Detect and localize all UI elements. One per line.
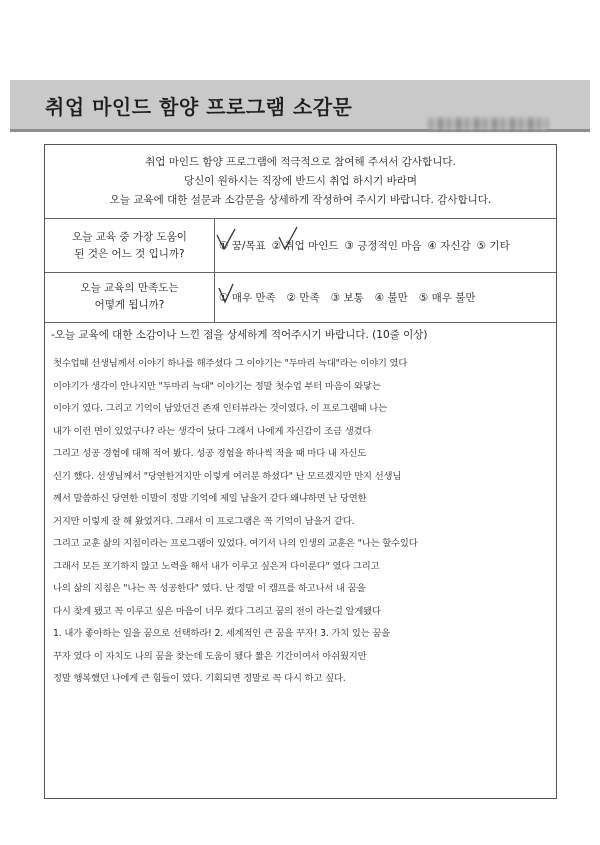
q2-option-3[interactable]: ③ 보통 <box>330 291 364 304</box>
essay-line: 께서 말씀하신 당연한 이말이 정말 기억에 제일 남을거 같다 왜냐하면 난 당연한 <box>53 493 367 504</box>
q2-option-2[interactable]: ② 만족 <box>286 291 320 304</box>
question-1-row <box>45 219 556 273</box>
q2-option-1[interactable]: ① 매우 만족 <box>219 291 276 304</box>
q2-option-5[interactable]: ⑤ 매우 불만 <box>418 291 476 304</box>
intro-line-2: 당신이 원하시는 직장에 반드시 취업 하시기 바라며 <box>183 175 418 187</box>
q1-option-1[interactable]: ① 꿈/목표 <box>219 240 266 252</box>
essay-line: 이야기가 생각이 안나지만 "두마리 늑대" 이야기는 정말 첫수업 부터 마음이 와닿는 <box>53 380 381 392</box>
question-2-options <box>219 272 552 322</box>
q1-option-3[interactable]: ③ 긍정적인 마음 <box>344 240 422 252</box>
essay-line: 첫수업때 선생님께서 이야기 하나를 해주셨다 그 이야기는 "두마리 늑대"라는 이야기 였다 <box>53 358 408 369</box>
q1-option-2[interactable]: ② 취업 마인드 <box>271 240 339 252</box>
question-2-label: 오늘 교육의 만족도는 어떻게 됩니까? <box>45 272 215 322</box>
q2-check-mark-icon <box>217 282 235 306</box>
essay-line: 정말 행복했던 나에게 큰 힘들이 였다. 기회되면 정말로 꼭 다시 하고 싶다. <box>53 673 346 684</box>
essay-line: 1. 내가 좋아하는 일을 꿈으로 선택하라! 2. 세계적인 큰 꿈을 꾸자! 3. 가치 있는 꿈을 <box>53 628 391 639</box>
q2-option-4[interactable]: ④ 불만 <box>374 291 408 304</box>
essay-line: 신기 했다. 선생님께서 "당연한거지만 이렇게 여러분 하셨다" 난 모르겠지만 만지 선생님 <box>53 470 402 482</box>
essay-prompt: -오늘 교육에 대한 소감이나 느낀 점을 상세하게 적어주시기 바랍니다. (10줄 이상) <box>51 329 428 341</box>
intro-line-3: 오늘 교육에 대한 설문과 소감문을 상세하게 작성하여 주시기 바랍니다. 감사합니다. <box>109 194 492 206</box>
question-2-row <box>45 272 556 323</box>
q1-option-4[interactable]: ④ 자신감 <box>427 240 471 252</box>
essay-line: 이야기 였다. 그리고 기억이 남았던건 존재 인터뷰라는 것이였다. 이 프로그램때 나는 <box>53 403 387 414</box>
document-header <box>10 80 590 132</box>
essay-line: 그리고 성공 경험에 대해 적어 봤다. 성공 경험을 하나씩 적을 때 마다 내 자신도 <box>53 448 367 459</box>
intro-line-1: 취업 마인드 함양 프로그램에 적극적으로 참여해 주셔서 감사합니다. <box>145 156 456 168</box>
essay-line: 거지만 이렇게 잘 해 왔었거다. 그래서 이 프로그램은 꼭 기억이 남을거 같다. <box>53 515 355 527</box>
intro-text <box>45 145 556 219</box>
essay-line: 나의 삶의 지침은 "나는 꼭 성공한다" 였다. 난 정말 이 캠프를 하고나서 내 꿈을 <box>53 583 366 594</box>
essay-line: 내가 이런 면이 있었구나? 라는 생각이 났다 그래서 나에게 자신감이 조금 생겼다 <box>53 425 372 437</box>
essay-line: 꾸자 였다 이 자치도 나의 꿈을 찾는데 도움이 됐다 짧은 기간이여서 아쉬웠지만 <box>53 650 367 662</box>
essay-line: 그리고 교훈 삶의 지침이라는 프로그램이 있었다. 여기서 나의 인생의 교훈은 "나는 할수있다 <box>53 538 418 549</box>
question-1-options <box>219 219 552 272</box>
handwritten-essay <box>53 353 550 691</box>
essay-line: 다시 찾게 됐고 꼭 이루고 싶은 마음이 너무 컸다 그리고 꿈의 전이 라는걸 알게됐다 <box>53 605 381 617</box>
redacted-name-blur <box>428 118 548 130</box>
q1-check-mark-icon <box>215 227 237 253</box>
document-title: 취업 마인드 함양 프로그램 소감문 <box>45 95 353 119</box>
survey-form <box>44 144 557 799</box>
q1-option-5[interactable]: ⑤ 기타 <box>476 240 510 252</box>
q1-check-mark-icon-2 <box>277 225 299 253</box>
essay-line: 그래서 모든 포기하지 않고 노력을 해서 내가 이루고 싶은거 다이룬다" 였다 그리고 <box>53 560 380 572</box>
question-1-label: 오늘 교육 중 가장 도움이 된 것은 어느 것 입니까? <box>45 219 215 272</box>
